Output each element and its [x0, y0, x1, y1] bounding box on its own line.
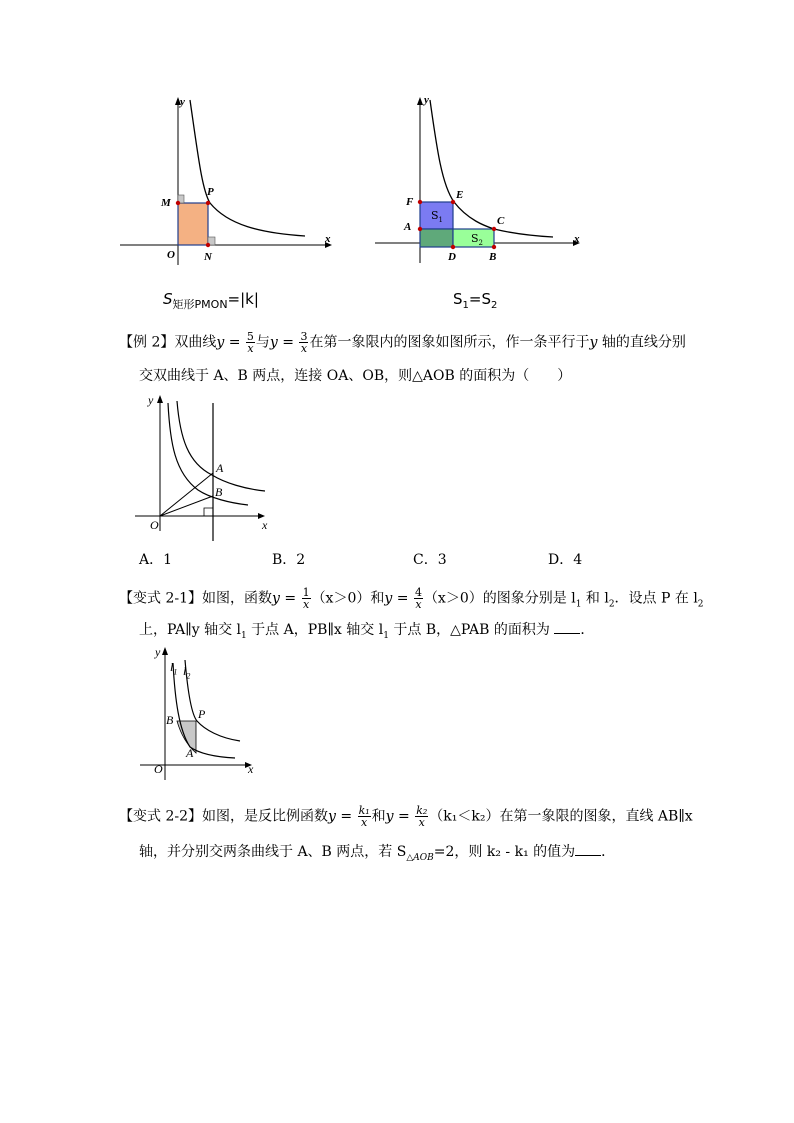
- axis-y-label: y: [155, 645, 161, 659]
- option-c[interactable]: C．3: [413, 552, 447, 568]
- point-F-label: F: [406, 196, 414, 208]
- axis-x-label: x: [325, 233, 331, 245]
- point-P-label: P: [198, 707, 206, 721]
- point-D-label: D: [448, 251, 456, 263]
- figure-rectangle-area: [110, 95, 340, 275]
- point-C-label: C: [497, 215, 505, 227]
- answer-blank[interactable]: [575, 843, 601, 856]
- point-M-label: M: [161, 197, 171, 209]
- figure-equal-areas: [370, 95, 600, 275]
- point-O-label: O: [167, 249, 175, 261]
- axis-y-label: y: [424, 94, 429, 106]
- axis-x-label: x: [574, 233, 580, 245]
- point-P-label: P: [207, 186, 214, 198]
- answer-blank[interactable]: [554, 621, 580, 634]
- axis-x-label: x: [248, 762, 254, 776]
- axis-y-label: y: [180, 96, 185, 108]
- point-N-label: N: [204, 251, 212, 263]
- variant21-line1: 【变式 2-1】如图，函数y = $\frac{1}{x}$ （x＞0）和y = $\frac{4}{x}$ （x＞0）的图象分别是 $l_1$ 和 $l_2$．设点 P 在 $l_2$: [119, 586, 704, 611]
- example2-line2: 交双曲线于 A、B 两点，连接 OA、OB，则△AOB 的面积为（ ）: [139, 368, 572, 384]
- point-A-label: A: [186, 746, 194, 760]
- fig2-caption: $S_1=S_2$: [453, 290, 498, 311]
- l2-label: $l_2$: [183, 664, 191, 681]
- example2-line1: 【例 2】双曲线y = $\frac{5}{x}$ 与y = $\frac{3}{x}$ 在第一象限内的图象如图所示，作一条平行于y 轴的直线分别: [119, 330, 686, 355]
- point-O-label: O: [154, 762, 163, 776]
- point-A-label: A: [216, 461, 224, 475]
- s1-label: $S_1$: [431, 209, 444, 225]
- point-O-label: O: [150, 518, 159, 532]
- curve-5-over-x: [177, 401, 265, 491]
- fraction-5-over-x: $\frac{5}{x}$: [246, 330, 254, 355]
- rectangle-pmon: [178, 203, 208, 245]
- option-d[interactable]: D．4: [548, 552, 583, 568]
- rectangle-overlap: [420, 229, 453, 247]
- point-A-label: A: [404, 221, 412, 233]
- point-B-label: B: [489, 251, 497, 263]
- variant21-line2: 上，PA∥y 轴交 $l_1$ 于点 A，PB∥x 轴交 $l_1$ 于点 B，△PAB 的面积为 ．: [139, 622, 595, 641]
- point-E-label: E: [456, 189, 464, 201]
- l1-label: $l_1$: [170, 660, 178, 677]
- curve-3-over-x: [168, 403, 248, 505]
- axis-x-label: x: [262, 518, 268, 532]
- option-b[interactable]: B．2: [272, 552, 306, 568]
- variant22-line1: 【变式 2-2】如图，是反比例函数y = $\frac{\text{k₁}}{x}$ 和y = $\frac{\text{k₂}}{x}$ （k₁＜k₂）在第一象限的图象，直线 AB∥x: [119, 804, 693, 829]
- s2-label: $S_2$: [471, 232, 484, 248]
- fig1-caption: $S_{矩形PMON}=|k|$: [163, 290, 259, 311]
- option-a[interactable]: A．1: [139, 552, 173, 568]
- point-B-label: B: [166, 713, 174, 727]
- fraction-3-over-x: $\frac{3}{x}$: [300, 330, 308, 355]
- point-B-label: B: [215, 485, 223, 499]
- variant22-line2: 轴，并分别交两条曲线于 A、B 两点，若 $S_{\triangle AOB}=2$，则 k₂ - k₁ 的值为 ．: [139, 844, 616, 863]
- axis-y-label: y: [148, 393, 154, 407]
